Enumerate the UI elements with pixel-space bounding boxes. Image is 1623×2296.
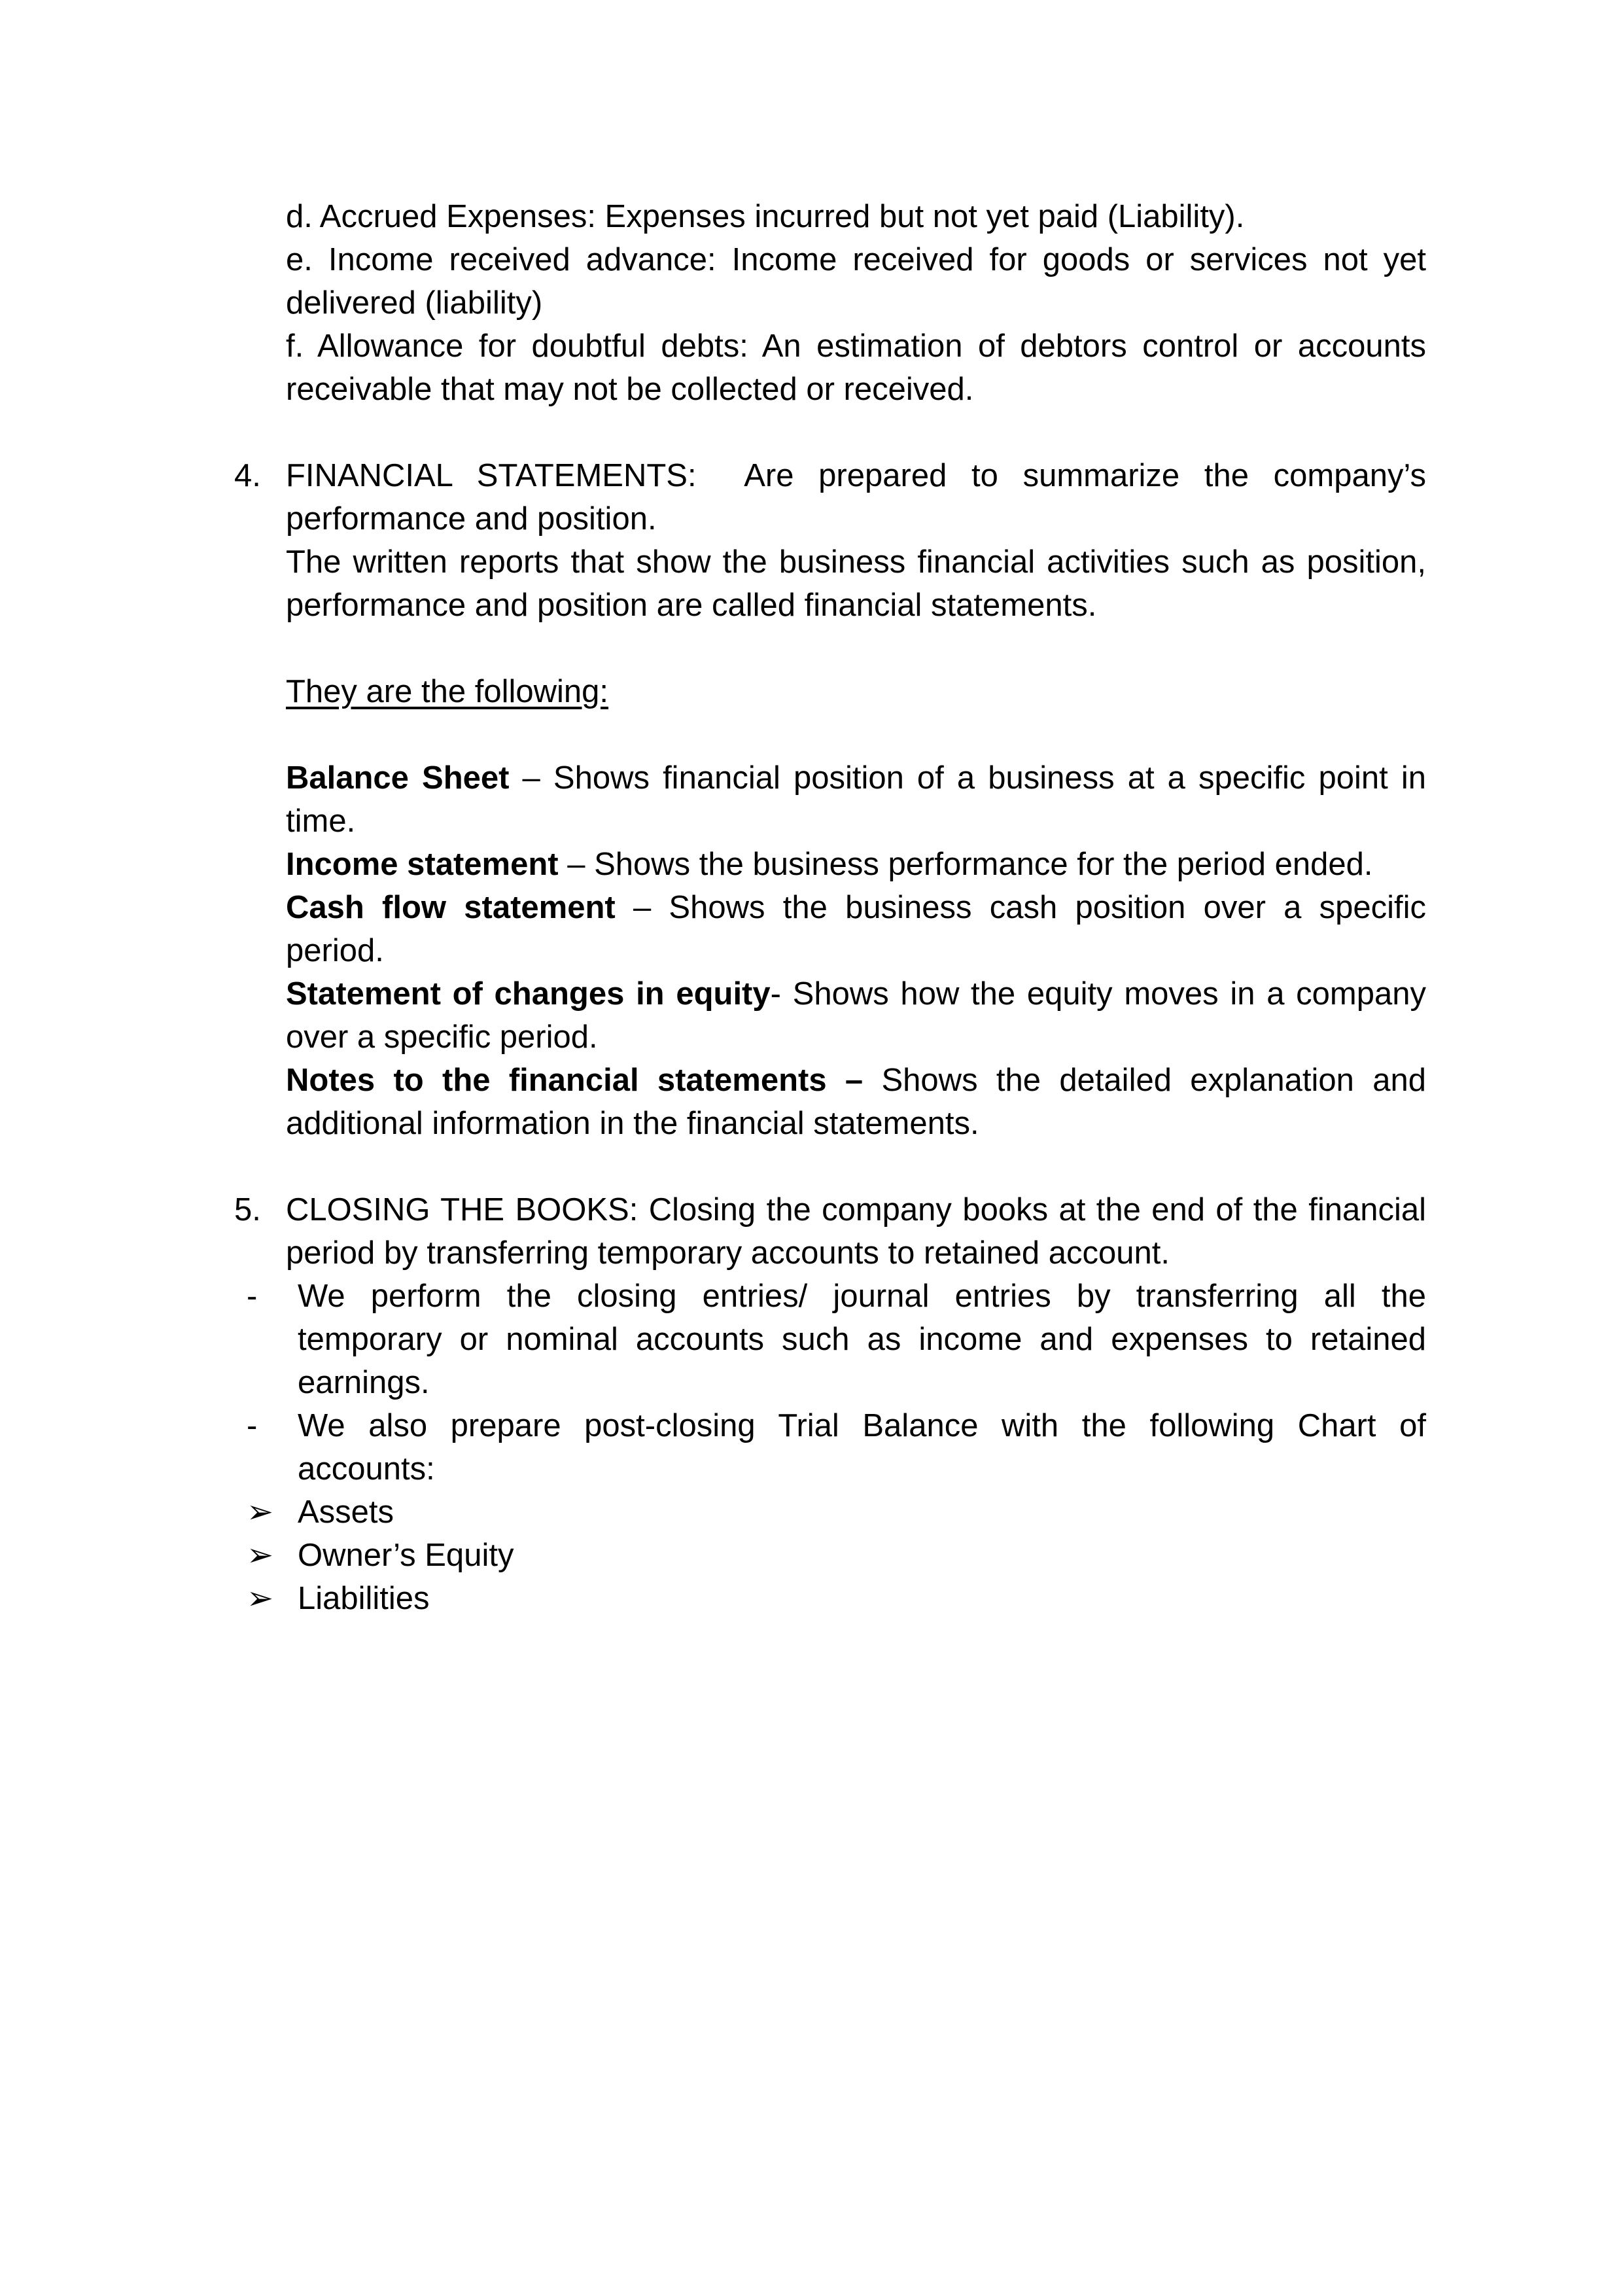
list-item-f-line2: receivable that may not be collected or received.: [286, 372, 974, 407]
item5-line2: period by transferring temporary accounts to retained account.: [286, 1235, 1170, 1271]
arrow-bullet-icon: ➢: [247, 1538, 274, 1573]
definition-cash-flow-line2: period.: [286, 933, 384, 968]
item5-dash2-line1: We also prepare post-closing Trial Balance with the following Chart of: [298, 1408, 1426, 1443]
item5-line1: CLOSING THE BOOKS: Closing the company books at the end of the financial: [286, 1192, 1426, 1227]
item4-number: 4.: [234, 458, 261, 493]
dash-bullet: -: [247, 1279, 258, 1314]
definition-income-statement-term: Income statement: [286, 847, 559, 882]
intro-heading-text: They are the following:: [286, 674, 608, 709]
item4-heading-line1: FINANCIAL STATEMENTS: Are prepared to summarize the company’s: [286, 458, 1426, 493]
definition-changes-equity-line1: [286, 972, 1426, 1016]
definition-income-statement-rest: – Shows the business performance for the period ended.: [558, 847, 1373, 882]
item5-number: 5.: [234, 1192, 261, 1227]
list-item-e-line2: delivered (liability): [286, 285, 543, 321]
definition-changes-equity-term: Statement of changes in equity: [286, 976, 771, 1012]
item5-dash1-line3: earnings.: [298, 1365, 430, 1400]
definition-balance-sheet-line2: time.: [286, 804, 356, 839]
list-item-d-line1: d. Accrued Expenses: Expenses incurred but not yet paid (Liability).: [286, 199, 1245, 234]
account-item-owners-equity: Owner’s Equity: [298, 1538, 514, 1573]
dash-bullet: -: [247, 1408, 258, 1443]
account-item-assets: Assets: [298, 1494, 394, 1530]
arrow-bullet-icon: ➢: [247, 1494, 274, 1530]
definition-balance-sheet-term: Balance Sheet: [286, 760, 510, 796]
definition-cash-flow-term: Cash flow statement: [286, 890, 616, 925]
definition-notes-term: Notes to the financial statements –: [286, 1063, 864, 1098]
definition-changes-equity-rest: - Shows how the equity moves in a company: [770, 976, 1426, 1012]
definition-cash-flow-line1: [286, 886, 1426, 929]
arrow-bullet-icon: ➢: [247, 1581, 274, 1616]
item4-body-line2: performance and position are called financial statements.: [286, 588, 1097, 623]
definition-income-statement-line1: [286, 843, 1426, 886]
definition-notes-rest: Shows the detailed explanation and: [863, 1063, 1426, 1098]
account-item-liabilities: Liabilities: [298, 1581, 430, 1616]
definition-changes-equity-line2: over a specific period.: [286, 1019, 598, 1055]
definition-notes-line1: [286, 1059, 1426, 1102]
item4-body-line1: The written reports that show the business financial activities such as position,: [286, 544, 1426, 580]
intro-heading: [286, 670, 1426, 713]
item5-dash1-line1: We perform the closing entries/ journal entries by transferring all the: [298, 1279, 1426, 1314]
item5-dash1-line2: temporary or nominal accounts such as income and expenses to retained: [298, 1322, 1426, 1357]
item5-dash2-line2: accounts:: [298, 1451, 435, 1487]
definition-balance-sheet-rest: – Shows financial position of a business at a specific point in: [509, 760, 1426, 796]
list-item-f-line1: f. Allowance for doubtful debts: An estimation of debtors control or accounts: [286, 328, 1426, 364]
item4-heading-line2: performance and position.: [286, 501, 657, 537]
list-item-e-line1: e. Income received advance: Income received for goods or services not yet: [286, 242, 1426, 277]
definition-cash-flow-rest: – Shows the business cash position over a specific: [615, 890, 1426, 925]
definition-notes-line2: additional information in the financial statements.: [286, 1106, 979, 1141]
page-content: [234, 195, 1426, 1634]
definition-balance-sheet-line1: [286, 756, 1426, 800]
